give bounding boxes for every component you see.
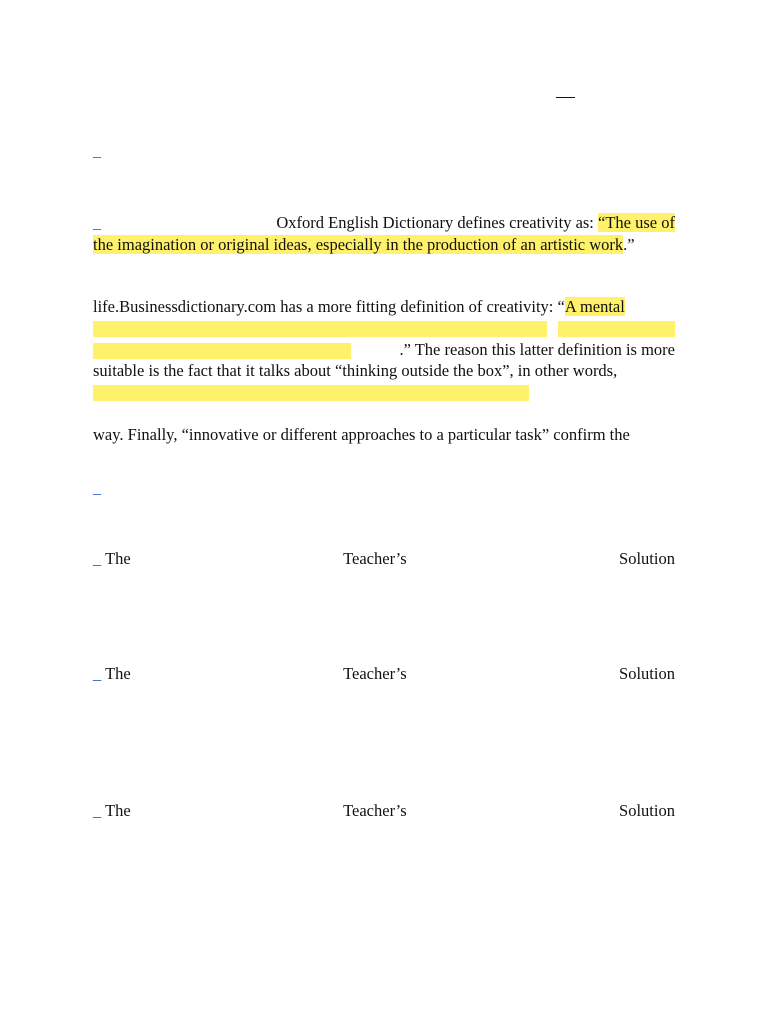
- paragraph-text: life.Businessdictionary.com has a more fitting definition of creativity: “: [93, 297, 565, 316]
- section-heading: [93, 800, 675, 822]
- paragraph-1-line-2: [93, 234, 675, 256]
- heading-word: The: [105, 801, 131, 820]
- heading-word: The: [105, 664, 131, 683]
- link-marker[interactable]: _: [93, 215, 101, 232]
- paragraph-text: suitable is the fact that it talks about “thinking outside the box”, in other words,: [93, 361, 618, 380]
- section-heading: [93, 663, 675, 685]
- heading-word: Teacher’s: [343, 801, 407, 820]
- heading-word: Solution: [619, 664, 675, 683]
- paragraph-text: way. Finally, “innovative or different approaches to a particular task” confirm the: [93, 425, 630, 444]
- link-marker[interactable]: _: [93, 664, 102, 683]
- link-marker[interactable]: _: [93, 480, 101, 497]
- redacted-highlight: [558, 321, 675, 337]
- paragraph-text: .”: [623, 235, 635, 254]
- highlighted-quote: “The use of: [598, 213, 675, 232]
- redacted-highlight: [93, 321, 547, 337]
- heading-word: Teacher’s: [343, 549, 407, 568]
- paragraph-1-line-1: [93, 212, 675, 234]
- paragraph-text: .” The reason this latter definition is more: [399, 340, 675, 359]
- redacted-highlight: [93, 385, 529, 401]
- paragraph-2-line-3: [351, 339, 675, 361]
- link-marker[interactable]: _: [93, 143, 101, 160]
- redacted-highlight: [93, 343, 351, 359]
- section-heading: [93, 548, 675, 570]
- paragraph-2-line-4: [93, 360, 675, 382]
- link-marker[interactable]: _: [93, 549, 102, 568]
- link-marker[interactable]: _: [93, 801, 102, 820]
- top-rule: [556, 97, 575, 98]
- paragraph-2-line-6: [93, 424, 675, 446]
- paragraph-2-line-1: [93, 296, 675, 318]
- paragraph-text: Oxford English Dictionary defines creativity as:: [276, 213, 599, 232]
- heading-word: Solution: [619, 549, 675, 568]
- highlighted-quote: A mental: [564, 297, 625, 316]
- highlighted-quote: the imagination or original ideas, especially in the production of an artistic work: [93, 235, 624, 254]
- heading-word: Teacher’s: [343, 664, 407, 683]
- heading-word: The: [105, 549, 131, 568]
- heading-word: Solution: [619, 801, 675, 820]
